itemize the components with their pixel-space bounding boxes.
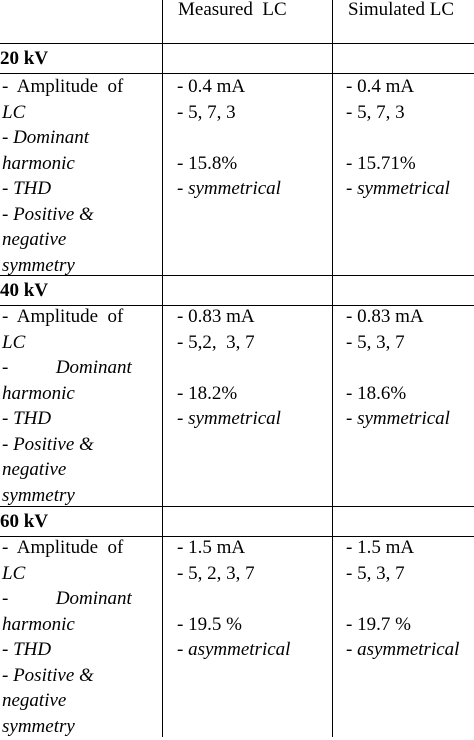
section-20kv-header-border (0, 73, 474, 74)
header-bottom-border (0, 43, 474, 44)
section-20kv-measured (177, 75, 281, 203)
param-line: - THD (2, 177, 123, 203)
section-label-40kv: 40 kV (0, 279, 48, 303)
simulated-spacer (346, 587, 459, 613)
section-60kv-simulated (346, 536, 459, 664)
section-40kv-bottom-border (0, 506, 474, 507)
measured-symmetry: - symmetrical (177, 407, 281, 433)
param-line: - THD (2, 638, 132, 664)
param-line: symmetry (2, 254, 123, 280)
section-20kv-simulated (346, 75, 450, 203)
section-60kv-measured (177, 536, 290, 664)
param-line: symmetry (2, 484, 132, 510)
simulated-thd: - 18.6% (346, 382, 450, 408)
simulated-amplitude: - 1.5 mA (346, 536, 459, 562)
param-line: negative (2, 689, 132, 715)
section-60kv-params (2, 536, 132, 740)
measured-amplitude: - 1.5 mA (177, 536, 290, 562)
simulated-harmonics: - 5, 3, 7 (346, 331, 450, 357)
simulated-harmonics: - 5, 7, 3 (346, 101, 450, 127)
param-line: harmonic (2, 152, 123, 178)
column-divider-2 (332, 0, 333, 737)
simulated-amplitude: - 0.4 mA (346, 75, 450, 101)
param-line: - Amplitude of (2, 305, 132, 331)
simulated-symmetry: - asymmetrical (346, 638, 459, 664)
measured-spacer (177, 126, 281, 152)
simulated-amplitude: - 0.83 mA (346, 305, 450, 331)
simulated-thd: - 19.7 % (346, 613, 459, 639)
param-line: - Positive & (2, 433, 132, 459)
param-line: - Dominant (2, 356, 132, 382)
measured-harmonics: - 5,2, 3, 7 (177, 331, 281, 357)
measured-harmonics: - 5, 7, 3 (177, 101, 281, 127)
simulated-spacer (346, 356, 450, 382)
param-line: harmonic (2, 382, 132, 408)
simulated-symmetry: - symmetrical (346, 177, 450, 203)
measured-spacer (177, 356, 281, 382)
section-40kv-params (2, 305, 132, 509)
simulated-symmetry: - symmetrical (346, 407, 450, 433)
param-line: symmetry (2, 715, 132, 740)
param-line: - Amplitude of (2, 536, 132, 562)
section-20kv-bottom-border (0, 275, 474, 276)
header-simulated-lc: Simulated LC (348, 0, 454, 22)
section-label-60kv: 60 kV (0, 510, 48, 534)
simulated-harmonics: - 5, 3, 7 (346, 562, 459, 588)
simulated-spacer (346, 126, 450, 152)
param-line: - Positive & (2, 664, 132, 690)
param-line: - THD (2, 407, 132, 433)
param-line: - Dominant (2, 587, 132, 613)
measured-thd: - 15.8% (177, 152, 281, 178)
param-line: negative (2, 458, 132, 484)
section-20kv-params (2, 75, 123, 279)
measured-thd: - 18.2% (177, 382, 281, 408)
measured-harmonics: - 5, 2, 3, 7 (177, 562, 290, 588)
section-40kv-measured (177, 305, 281, 433)
measured-thd: - 19.5 % (177, 613, 290, 639)
measured-symmetry: - symmetrical (177, 177, 281, 203)
param-line: LC (2, 562, 132, 588)
param-line: - Amplitude of (2, 75, 123, 101)
measured-symmetry: - asymmetrical (177, 638, 290, 664)
param-line: LC (2, 331, 132, 357)
column-divider-1 (162, 0, 163, 737)
param-line: negative (2, 228, 123, 254)
param-line: - Dominant (2, 126, 123, 152)
section-40kv-simulated (346, 305, 450, 433)
param-line: LC (2, 101, 123, 127)
measured-amplitude: - 0.83 mA (177, 305, 281, 331)
measured-amplitude: - 0.4 mA (177, 75, 281, 101)
measured-spacer (177, 587, 290, 613)
simulated-thd: - 15.71% (346, 152, 450, 178)
section-label-20kv: 20 kV (0, 47, 48, 71)
param-line: harmonic (2, 613, 132, 639)
header-measured-lc: Measured LC (178, 0, 287, 22)
param-line: - Positive & (2, 203, 123, 229)
